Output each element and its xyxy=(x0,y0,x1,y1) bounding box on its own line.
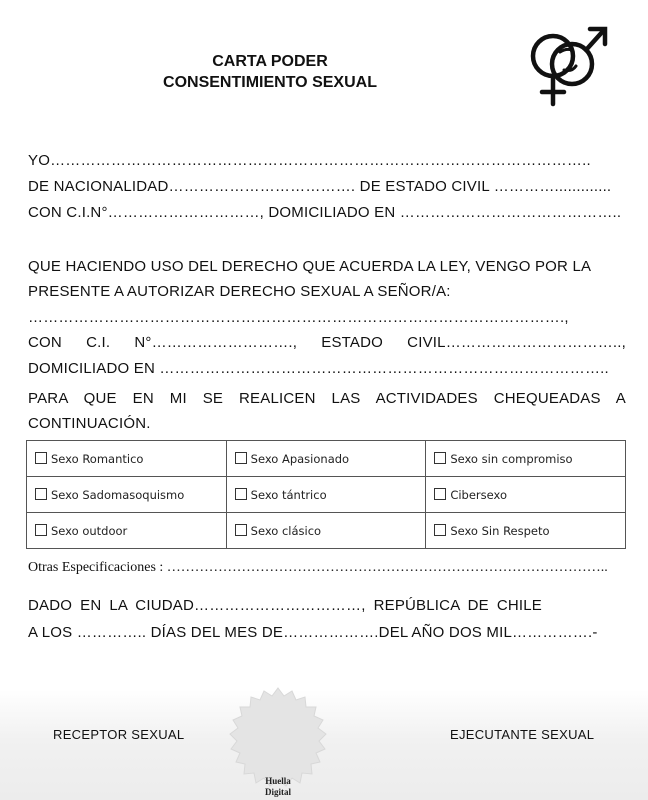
field-cin[interactable]: CON C.I.N°…………………………, DOMICILIADO EN …………………………………….. xyxy=(28,204,622,221)
option-cell[interactable] xyxy=(226,513,426,549)
field-otras-especificaciones[interactable]: Otras Especificaciones : ………………………………………………………………………………….. xyxy=(28,560,608,575)
paragraph-2-line-1: PARA QUE EN MI SE REALICEN LAS ACTIVIDADES CHEQUEADAS A xyxy=(28,390,626,407)
option-label: Sexo Sadomasoquismo xyxy=(51,487,185,502)
option-cell[interactable] xyxy=(426,513,626,549)
fingerprint-seal-icon xyxy=(226,686,330,790)
activities-table xyxy=(26,440,626,549)
checkbox[interactable] xyxy=(35,452,47,464)
option-label: Sexo Romantico xyxy=(51,451,144,466)
option-label: Sexo outdoor xyxy=(51,523,128,538)
field-fecha[interactable]: A LOS ………….. DÍAS DEL MES DE……………….DEL AÑO DOS MIL…………….- xyxy=(28,624,598,641)
option-cell[interactable] xyxy=(426,441,626,477)
signature-ejecutante: EJECUTANTE SEXUAL xyxy=(450,727,595,742)
seal-label-line-2: Digital xyxy=(265,787,291,797)
paragraph-2-line-2: CONTINUACIÓN. xyxy=(28,415,151,432)
table-row xyxy=(27,441,626,477)
option-label: Sexo sin compromiso xyxy=(450,451,573,466)
option-label: Sexo clásico xyxy=(250,523,322,538)
checkbox[interactable] xyxy=(35,488,47,500)
field-receptor-domicilio[interactable]: DOMICILIADO EN …………………………………………………………………………….. xyxy=(28,360,609,377)
paragraph-1-line-2: PRESENTE A AUTORIZAR DERECHO SEXUAL A SEÑOR/A: xyxy=(28,283,451,300)
table-row xyxy=(27,477,626,513)
checkbox[interactable] xyxy=(235,488,247,500)
option-cell[interactable] xyxy=(27,513,227,549)
paragraph-1-line-1: QUE HACIENDO USO DEL DERECHO QUE ACUERDA LA LEY, VENGO POR LA xyxy=(28,258,592,275)
signature-receptor: RECEPTOR SEXUAL xyxy=(53,727,185,742)
option-label: Sexo Apasionado xyxy=(250,451,350,466)
option-cell[interactable] xyxy=(27,477,227,513)
option-cell[interactable] xyxy=(426,477,626,513)
option-cell[interactable] xyxy=(226,441,426,477)
field-yo[interactable]: YO…………………………………………………………………………………………….. xyxy=(28,152,591,169)
field-nacionalidad[interactable]: DE NACIONALIDAD………………………………. DE ESTADO CIVIL …………............. xyxy=(28,178,612,195)
field-receptor-ci[interactable]: CON C.I. N°………………………., ESTADO CIVIL…………………………….., xyxy=(28,334,626,351)
option-label: Sexo tántrico xyxy=(250,487,327,502)
title-line-2: CONSENTIMIENTO SEXUAL xyxy=(163,74,377,91)
option-cell[interactable] xyxy=(226,477,426,513)
checkbox[interactable] xyxy=(434,452,446,464)
gender-symbols-icon xyxy=(520,14,612,112)
field-ciudad[interactable]: DADO EN LA CIUDAD……………………………, REPÚBLICA DE CHILE xyxy=(28,597,542,614)
option-label: Cibersexo xyxy=(450,487,507,502)
table-row xyxy=(27,513,626,549)
checkbox[interactable] xyxy=(434,524,446,536)
option-label: Sexo Sin Respeto xyxy=(450,523,550,538)
seal-label xyxy=(240,776,316,798)
seal-label-line-1: Huella xyxy=(265,776,291,786)
checkbox[interactable] xyxy=(235,524,247,536)
option-cell[interactable] xyxy=(27,441,227,477)
checkbox[interactable] xyxy=(35,524,47,536)
title-line-1: CARTA PODER xyxy=(212,53,328,70)
field-receptor-name[interactable]: ……………………………………………………………………………………………., xyxy=(28,309,569,326)
checkbox[interactable] xyxy=(434,488,446,500)
checkbox[interactable] xyxy=(235,452,247,464)
